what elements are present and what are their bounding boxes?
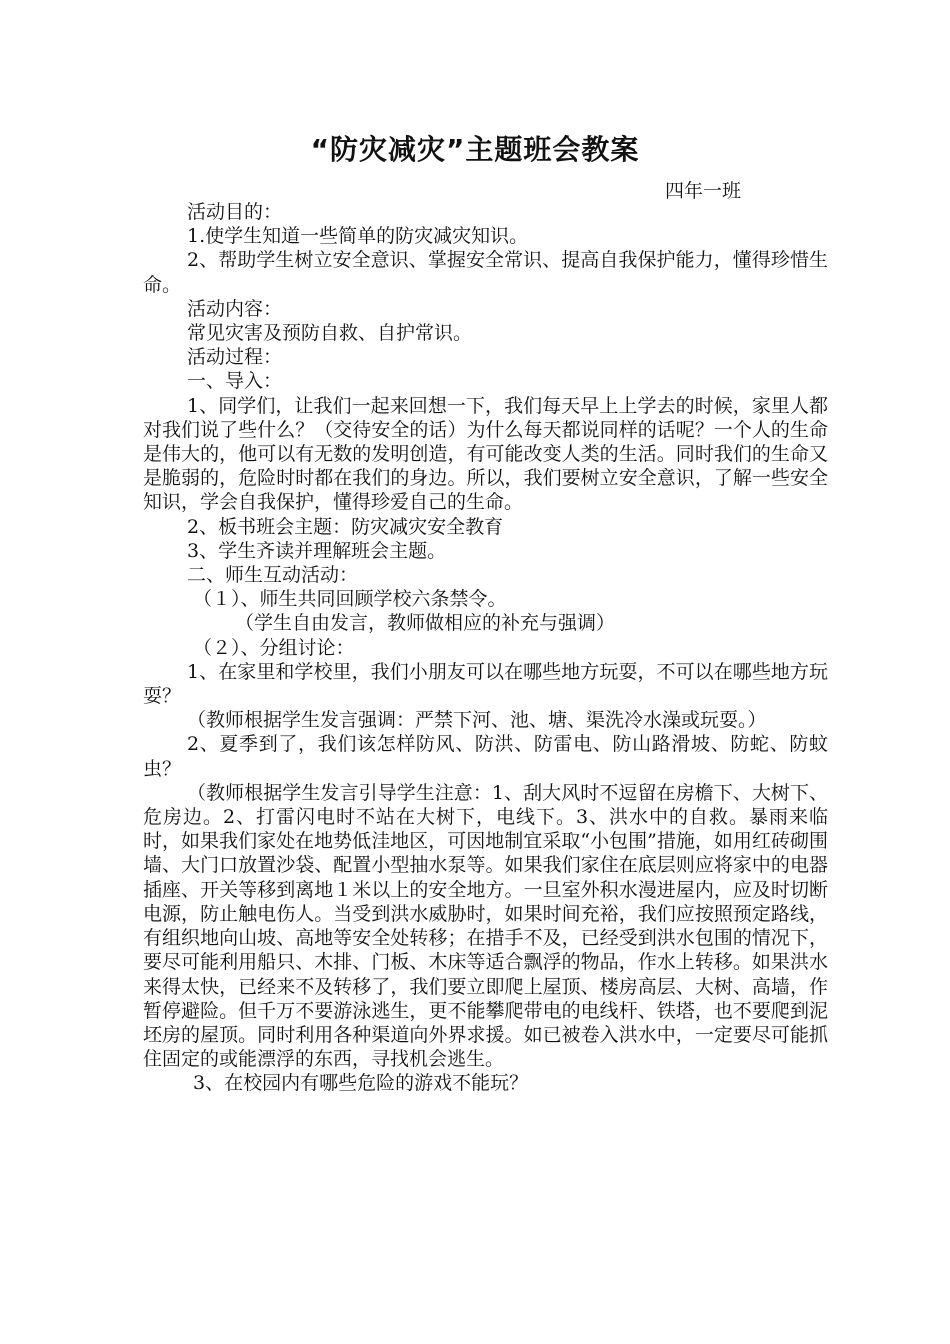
paragraph: 一、导入： [187, 370, 283, 393]
paragraph: 二、师生互动活动： [187, 564, 359, 587]
document-body [143, 200, 828, 1096]
paragraph: 活动目的： [187, 201, 283, 223]
paragraph: 2、板书班会主题：防灾减灾安全教育 [187, 515, 504, 538]
paragraph: （２）、分组讨论： [193, 636, 355, 659]
document-title: “防灾减灾”主题班会教案 [310, 133, 640, 166]
paragraph: 3、在校园内有哪些危险的游戏不能玩？ [193, 1072, 529, 1095]
paragraph: 1、在家里和学校里，我们小朋友可以在哪些地方玩耍，不可以在哪些地方玩耍？ [143, 660, 828, 708]
class-name: 四年一班 [665, 180, 742, 202]
paragraph: （１）、师生共同回顾学校六条禁令。 [193, 588, 507, 611]
paragraph: 2、帮助学生树立安全意识、掌握安全常识、提高自我保护能力，懂得珍惜生命。 [143, 249, 828, 296]
paragraph: 活动过程： [187, 346, 283, 369]
paragraph: （教师根据学生发言强调：严禁下河、池、塘、渠洗冷水澡或玩耍。） [187, 709, 767, 732]
paragraph: 2、夏季到了，我们该怎样防风、防洪、防雷电、防山路滑坡、防蛇、防蚊虫？ [143, 733, 828, 780]
paragraph: 1、同学们，让我们一起来回想一下，我们每天早上上学去的时候，家里人都对我们说了些什么？（交待安全的话）为什么每天都说同样的话呢？一个人的生命是伟大的，他可以有无数的发明创造，有可能改变人类的生活。同时我们的生命又是脆弱的，危险时时都在我们的身边。所以，我们要树立安全意识，了解一些安全知识，学会自我保护，懂得珍爱自己的生命。 [143, 394, 828, 514]
paragraph: 3、学生齐读并理解班会主题。 [187, 539, 447, 562]
paragraph: 常见灾害及预防自救、自护常识。 [187, 322, 473, 345]
paragraph: 1.使学生知道一些简单的防灾减灾知识。 [187, 225, 529, 248]
paragraph: （学生自由发言，教师做相应的补充与强调） [235, 612, 616, 635]
paragraph: 活动内容： [187, 297, 283, 320]
paragraph: （教师根据学生发言引导学生注意：1、刮大风时不逗留在房檐下、大树下、危房边。2、打雷闪电时不站在大树下，电线下。3、洪水中的自救。暴雨来临时，如果我们家处在地势低洼地区，可因地制宜采取“小包围”措施，如用红砖砌围墙、大门口放置沙袋、配置小型抽水泵等。如果我们家住在底层则应将家中的电器插座、开关等移到离地１米以上的安全地方。一旦室外积水漫进屋内，应及时切断电源，防止触电伤人。当受到洪水威胁时，如果时间充裕，我们应按照预定路线，有组织地向山坡、高地等安全处转移；在措手不及，已经受到洪水包围的情况下，要尽可能利用船只、木排、门板、木床等适合飘浮的物品，作水上转移。如果洪水来得太快，已经来不及转移了，我们要立即爬上屋顶、楼房高层、大树、高墙，作暂停避险。但千万不要游泳逃生，更不能攀爬带电的电线杆、铁塔，也不要爬到泥坯房的屋顶。同时利用各种渠道向外界求援。如已被卷入洪水中，一定要尽可能抓住固定的或能漂浮的东西，寻找机会逃生。 [143, 781, 828, 1071]
